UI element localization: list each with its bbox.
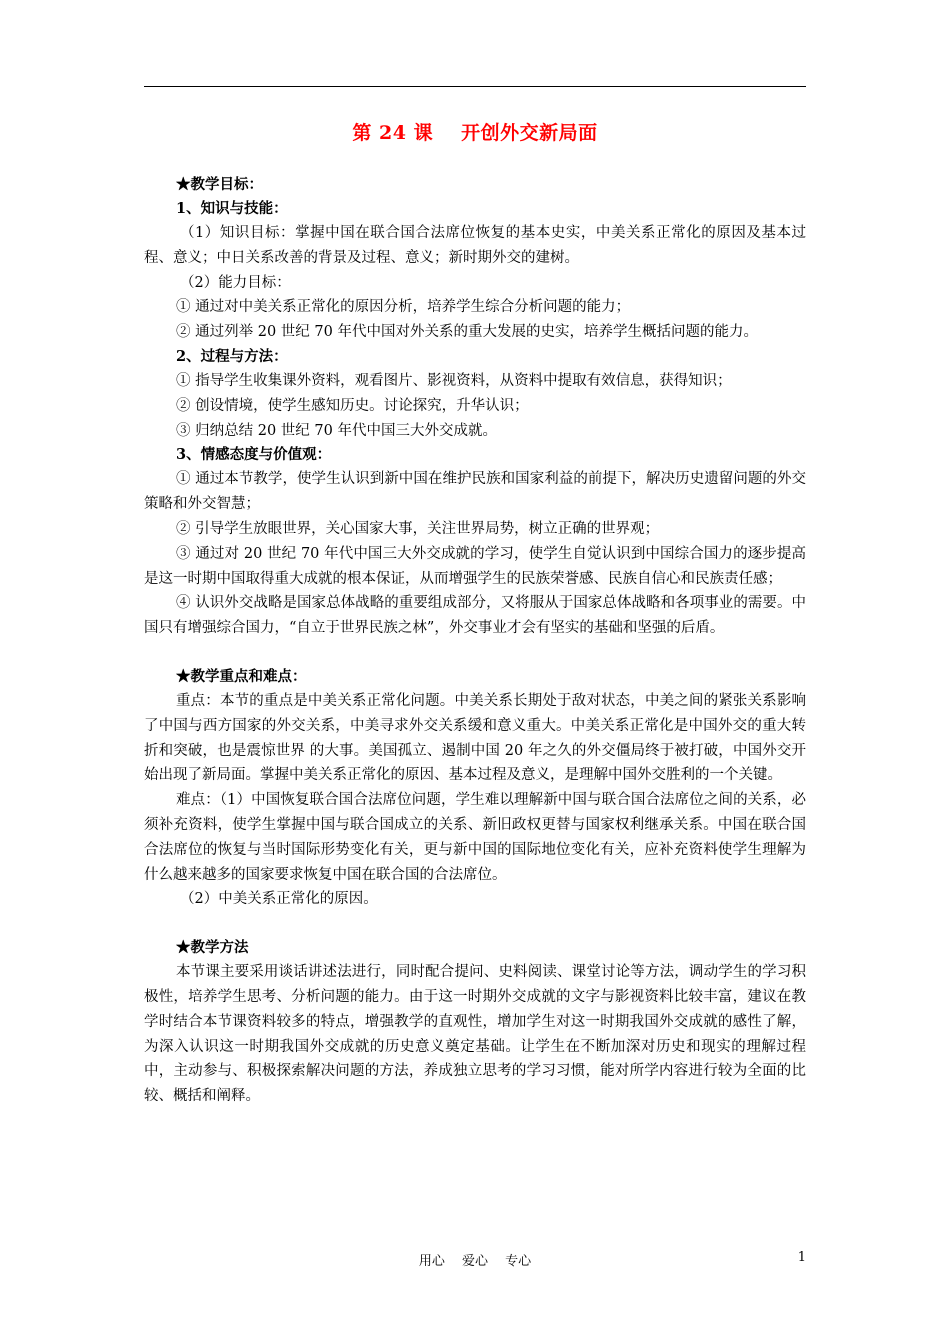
lesson-name: 开创外交新局面 (461, 122, 598, 144)
subheading-knowledge: 1、知识与技能： (176, 200, 288, 217)
subheading-emotion: 3、情感态度与价值观： (176, 446, 332, 464)
paragraph: ③ 通过对 20 世纪 70 年代中国三大外交成就的学习，使学生自觉认识到中国综合国力的逐步提高是这一时期中国取得重大成就的根本保证，从而增强学生的民族荣誉感、民族自信心和民族责任感； (144, 545, 806, 587)
paragraph: ① 指导学生收集课外资料，观看图片、影视资料，从资料中提取有效信息，获得知识； (176, 372, 732, 389)
paragraph: （2）中美关系正常化的原因。 (180, 891, 378, 908)
paragraph: ② 创设情境，使学生感知历史。讨论探究，升华认识； (176, 397, 529, 414)
paragraph: 本节课主要采用谈话讲述法进行，同时配合提问、史料阅读、课堂讨论等方法，调动学生的学习积极性，培养学生思考、分析问题的能力。由于这一时期外交成就的文字与影视资料比较丰富，建议在教学时结合本节课资料较多的特点，增强教学的直观性，增加学生对这一时期我国外交成就的感性了解，为深入认识这一时期我国外交成就的历史意义奠定基础。让学生在不断加深对历史和现实的理解过程中，主动参与、积极探索解决问题的方法，养成独立思考的学习习惯，能对所学内容进行较为全面的比较、概括和阐释。 (144, 964, 806, 1105)
paragraph: 重点：本节的重点是中美关系正常化问题。中美关系长期处于敌对状态，中美之间的紧张关系影响了中国与西方国家的外交关系，中美寻求外交关系缓和意义重大。中美关系正常化是中国外交的重大转折和突破，也是震惊世界 的大事。美国孤立、遏制中国 20 年之久的外交僵局终于被打破，中国外交开始出现了新局面。掌握中美关系正常化的原因、基本过程及意义，是理解中国外交胜利的一个关键。 (144, 692, 806, 784)
section-heading-methods: ★教学方法 (176, 939, 249, 957)
paragraph: ② 通过列举 20 世纪 70 年代中国对外关系的重大发展的史实，培养学生概括问题的能力。 (176, 324, 758, 341)
document-body (144, 118, 806, 1109)
paragraph: ② 引导学生放眼世界，关心国家大事，关注世界局势，树立正确的世界观； (176, 520, 660, 537)
paragraph: ① 通过对中美关系正常化的原因分析，培养学生综合分析问题的能力； (176, 299, 631, 316)
paragraph: ① 通过本节教学，使学生认识到新中国在维护民族和国家利益的前提下，解决历史遗留问题的外交策略和外交智慧； (144, 471, 806, 513)
footer-motto: 用心 爱心 专心 (418, 1254, 532, 1269)
paragraph: 难点：（1）中国恢复联合国合法席位问题，学生难以理解新中国与联合国合法席位之间的关系，必须补充资料，使学生掌握中国与联合国成立的关系、新旧政权更替与国家权利继承关系。中国在联合国合法席位的恢复与当时国际形势变化有关，更与新中国的国际地位变化有关，应补充资料使学生理解为什么越来越多的国家要求恢复中国在联合国的合法席位。 (144, 792, 806, 883)
page-title (144, 118, 806, 145)
section-heading-objectives: ★教学目标： (176, 176, 263, 193)
paragraph: ③ 归纳总结 20 世纪 70 年代中国三大外交成就。 (176, 422, 497, 439)
section-heading-keypoints: ★教学重点和难点： (176, 667, 307, 685)
subheading-process: 2、过程与方法： (176, 347, 288, 365)
page-number: 1 (797, 1250, 806, 1265)
header-rule (144, 86, 806, 87)
paragraph: （1）知识目标：掌握中国在联合国合法席位恢复的基本史实，中美关系正常化的原因及基本过程、意义；中日关系改善的背景及过程、意义；新时期外交的建树。 (144, 225, 806, 266)
paragraph: ④ 认识外交战略是国家总体战略的重要组成部分，又将服从于国家总体战略和各项事业的需要。中国只有增强综合国力，“自立于世界民族之林”，外交事业才会有坚实的基础和坚强的后盾。 (144, 595, 806, 637)
lesson-number: 第 24 课 (352, 122, 434, 144)
paragraph: （2）能力目标： (180, 274, 291, 291)
